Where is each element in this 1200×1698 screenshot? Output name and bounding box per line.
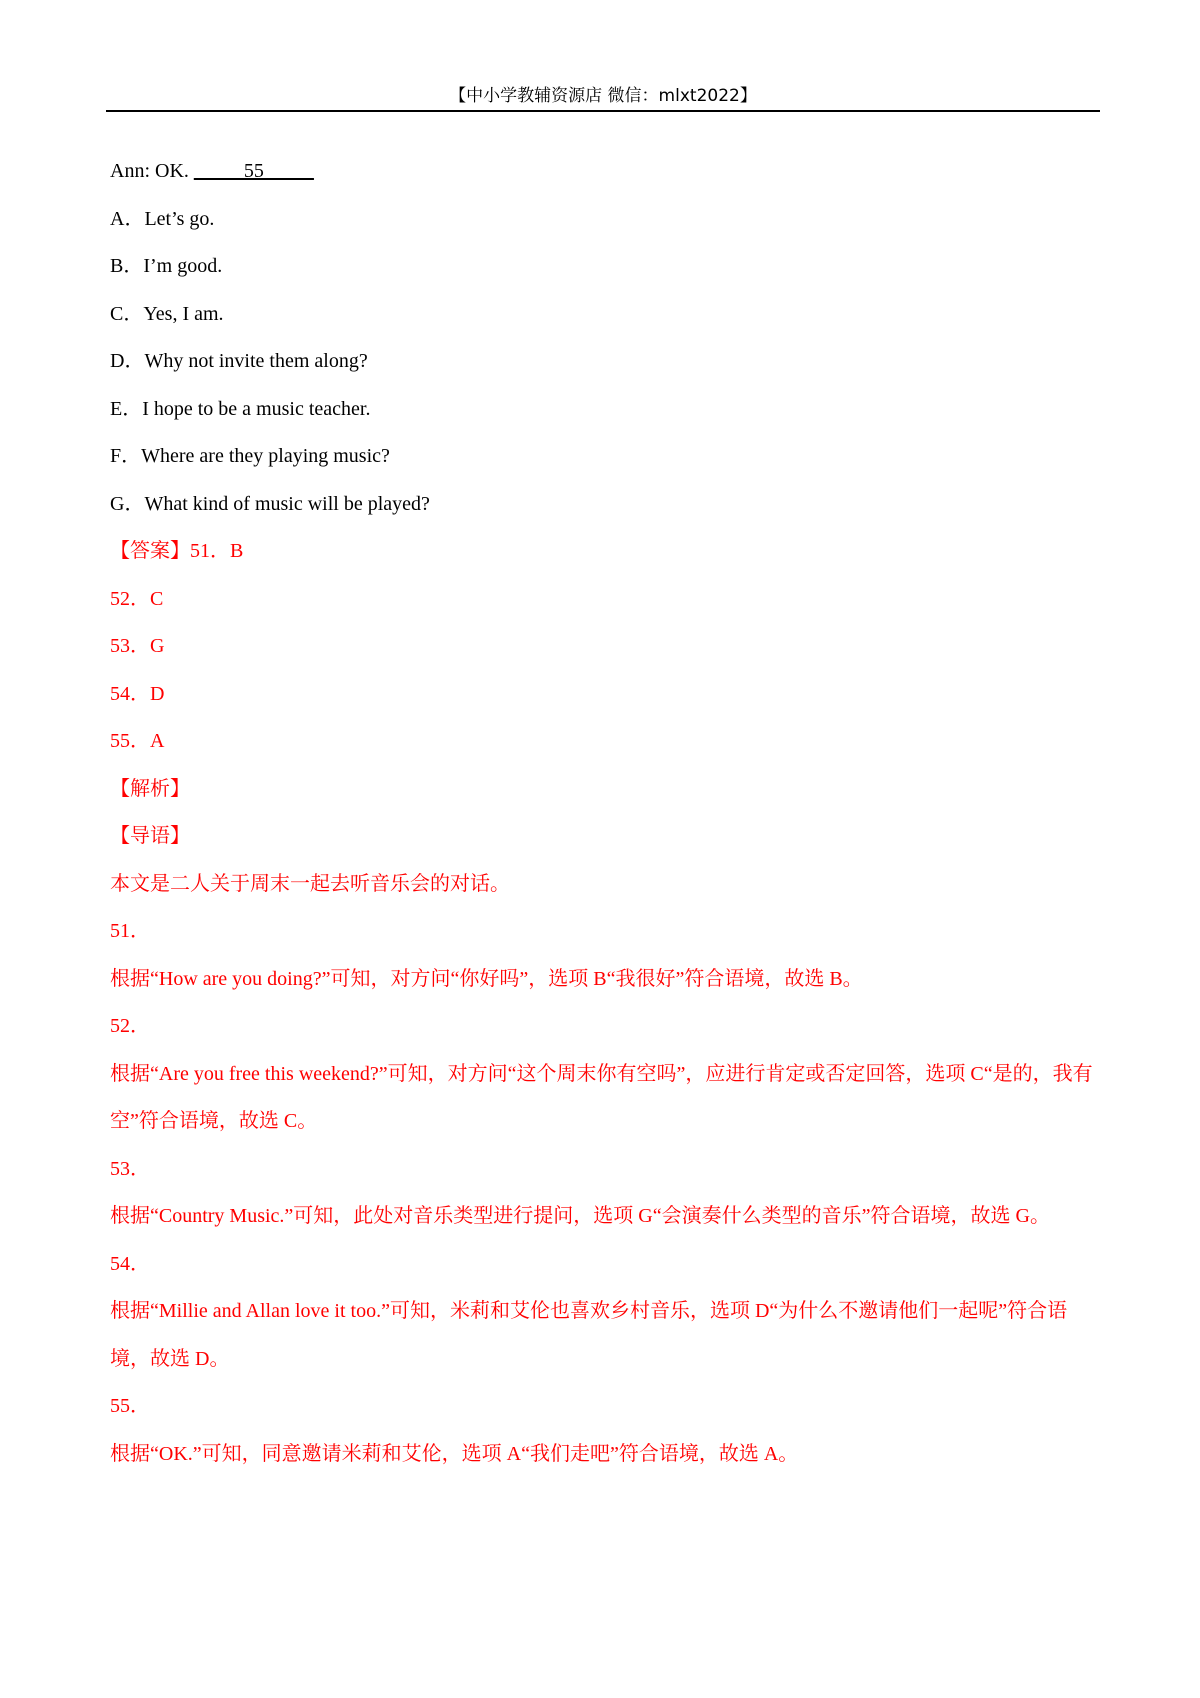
page-header: 【中小学教辅资源店 微信：mlxt2022】	[449, 86, 757, 106]
answer-51: 【答案】51．B	[110, 540, 244, 562]
guide-heading: 【导语】	[110, 825, 190, 847]
explanation-number: 55．	[110, 1395, 150, 1417]
answer-55: 55．A	[110, 730, 165, 752]
answer-53: 53．G	[110, 635, 165, 657]
explanation-number: 54．	[110, 1252, 150, 1275]
explanation-number: 53．	[110, 1157, 150, 1180]
header-divider	[106, 110, 1100, 112]
option-e: E．I hope to be a music teacher.	[110, 397, 371, 420]
explanation-number: 51．	[110, 920, 150, 942]
dialogue-line	[110, 148, 1100, 196]
answer-54: 54．D	[110, 682, 165, 705]
answer-blank-55: _____55_____	[193, 160, 314, 182]
explanation-text: 根据“Millie and Allan love it too.”可知，米莉和艾伦也喜欢乡村音乐，选项 D“为什么不邀请他们一起呢”符合语境，故选 D。	[110, 1300, 1068, 1370]
analysis-heading: 【解析】	[110, 777, 190, 800]
option-c: C．Yes, I am.	[110, 302, 224, 325]
guide-text: 本文是二人关于周末一起去听音乐会的对话。	[110, 872, 510, 895]
option-d: D．Why not invite them along?	[110, 350, 368, 372]
option-f: F．Where are they playing music?	[110, 445, 390, 467]
explanation-text: 根据“Country Music.”可知，此处对音乐类型进行提问，选项 G“会演奏什么类型的音乐”符合语境，故选 G。	[110, 1205, 1050, 1227]
dialogue-prompt: Ann: OK.	[110, 160, 194, 182]
option-b: B．I’m good.	[110, 255, 223, 277]
explanation-text: 根据“How are you doing?”可知，对方问“你好吗”，选项 B“我很好”符合语境，故选 B。	[110, 967, 863, 990]
explanation-text: 根据“Are you free this weekend?”可知，对方问“这个周末你有空吗”，应进行肯定或否定回答，选项 C“是的，我有空”符合语境，故选 C。	[110, 1062, 1093, 1132]
document-body	[110, 148, 1100, 1478]
explanation-number: 52．	[110, 1015, 150, 1037]
answer-52: 52．C	[110, 587, 164, 610]
explanation-text: 根据“OK.”可知，同意邀请米莉和艾伦，选项 A“我们走吧”符合语境，故选 A。	[110, 1442, 799, 1465]
option-g: G．What kind of music will be played?	[110, 492, 430, 515]
option-a: A．Let’s go.	[110, 207, 215, 230]
